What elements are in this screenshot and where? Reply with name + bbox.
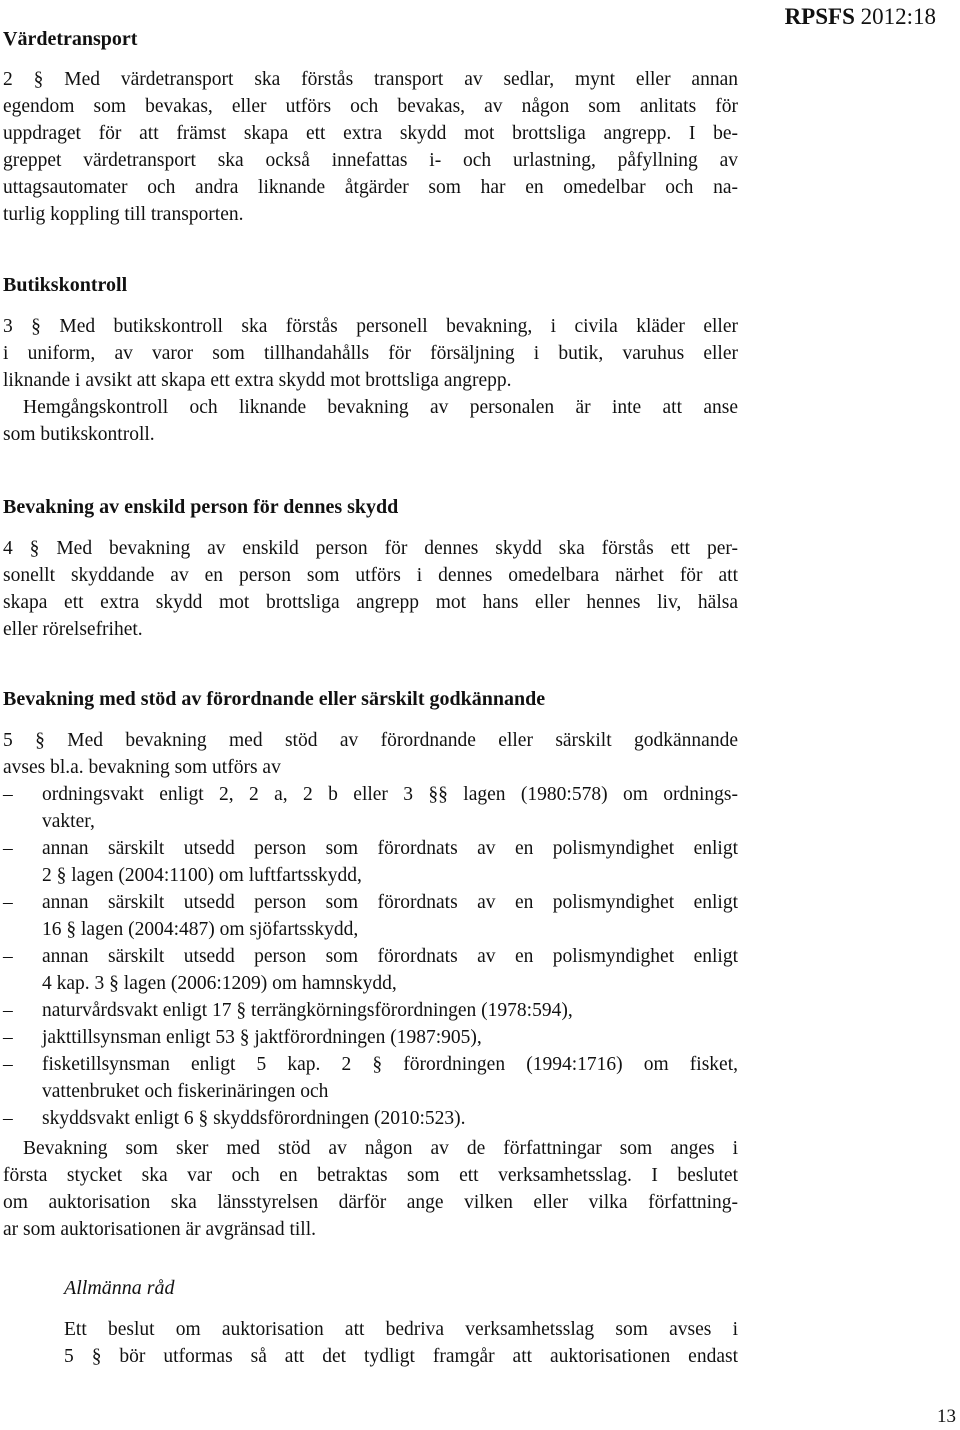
section-heading-bevakning-enskild-person: Bevakning av enskild person för dennes skydd xyxy=(3,496,399,518)
general-advice-heading: Allmänna råd xyxy=(64,1277,175,1299)
list-item: – annan särskilt utsedd person som förordnats av en polismyndighet enligt 2 § lagen (2004:1100) om luftfartsskydd, xyxy=(3,838,738,886)
paragraph-4: 4 § Med bevakning av enskild person för dennes skydd ska förstås ett per- sonellt skyddande av en person som utförs i dennes omedelbara närhet för att skapa ett extra skydd mot brottsliga angrepp mot hans eller hennes liv, hälsa eller rörelsefrihet. xyxy=(3,538,738,640)
paragraph-2: 2 § Med värdetransport ska förstås transport av sedlar, mynt eller annan egendom som bevakas, eller utförs och bevakas, av någon som anlitats för uppdraget för att främst skapa ett extra skydd mot brottsliga angrepp. I be- greppet värdetransport ska också innefattas i- och urlastning, påfyllning av uttagsautomater och andra liknande åtgärder som har en omedelbar och na- turlig koppling till transporten. xyxy=(3,69,738,225)
list-item: – skyddsvakt enligt 6 § skyddsförordningen (2010:523). xyxy=(3,1108,466,1129)
list-item: – fisketillsynsman enligt 5 kap. 2 § förordningen (1994:1716) om fisket, vattenbruket och fiskerinäringen och xyxy=(3,1054,738,1102)
document-code: RPSFS 2012:18 xyxy=(784,4,936,29)
list-item: – annan särskilt utsedd person som förordnats av en polismyndighet enligt 16 § lagen (2004:487) om sjöfartsskydd, xyxy=(3,892,738,940)
list-item: – naturvårdsvakt enligt 17 § terrängkörningsförordningen (1978:594), xyxy=(3,1000,573,1021)
section-heading-butikskontroll: Butikskontroll xyxy=(3,274,128,296)
paragraph-5-closing: Bevakning som sker med stöd av någon av de författningar som anges i första stycket ska var och en betraktas som ett verksamhetsslag. I beslutet om auktorisation ska länsstyrelsen därför ange vilken eller vilka författning- ar som auktorisationen är avgränsad till. xyxy=(3,1138,738,1240)
list-item: – annan särskilt utsedd person som förordnats av en polismyndighet enligt 4 kap. 3 § lagen (2006:1209) om hamnskydd, xyxy=(3,946,738,994)
section-heading-vardetransport: Värdetransport xyxy=(3,28,138,50)
paragraph-3: 3 § Med butikskontroll ska förstås personell bevakning, i civila kläder eller i uniform, av varor som tillhandahålls för försäljning i butik, varuhus eller liknande i avsikt att skapa ett extra skydd mot brottsliga angrepp. Hemgångskontroll och liknande bevakning av personalen är inte att anse som butikskontroll. xyxy=(3,316,738,445)
section-heading-forordnande: Bevakning med stöd av förordnande eller särskilt godkännande xyxy=(3,688,546,710)
paragraph-5-intro: 5 § Med bevakning med stöd av förordnande eller särskilt godkännande avses bl.a. bevakning som utförs av xyxy=(3,730,738,778)
page-number: 13 xyxy=(937,1406,956,1427)
general-advice-text: Ett beslut om auktorisation att bedriva verksamhetsslag som avses i 5 § bör utformas så att det tydligt framgår att auktorisationen endast xyxy=(64,1319,738,1367)
list-item: – ordningsvakt enligt 2, 2 a, 2 b eller 3 §§ lagen (1980:578) om ordnings- vakter, xyxy=(3,784,738,832)
list-item: – jakttillsynsman enligt 53 § jaktförordningen (1987:905), xyxy=(3,1027,482,1048)
